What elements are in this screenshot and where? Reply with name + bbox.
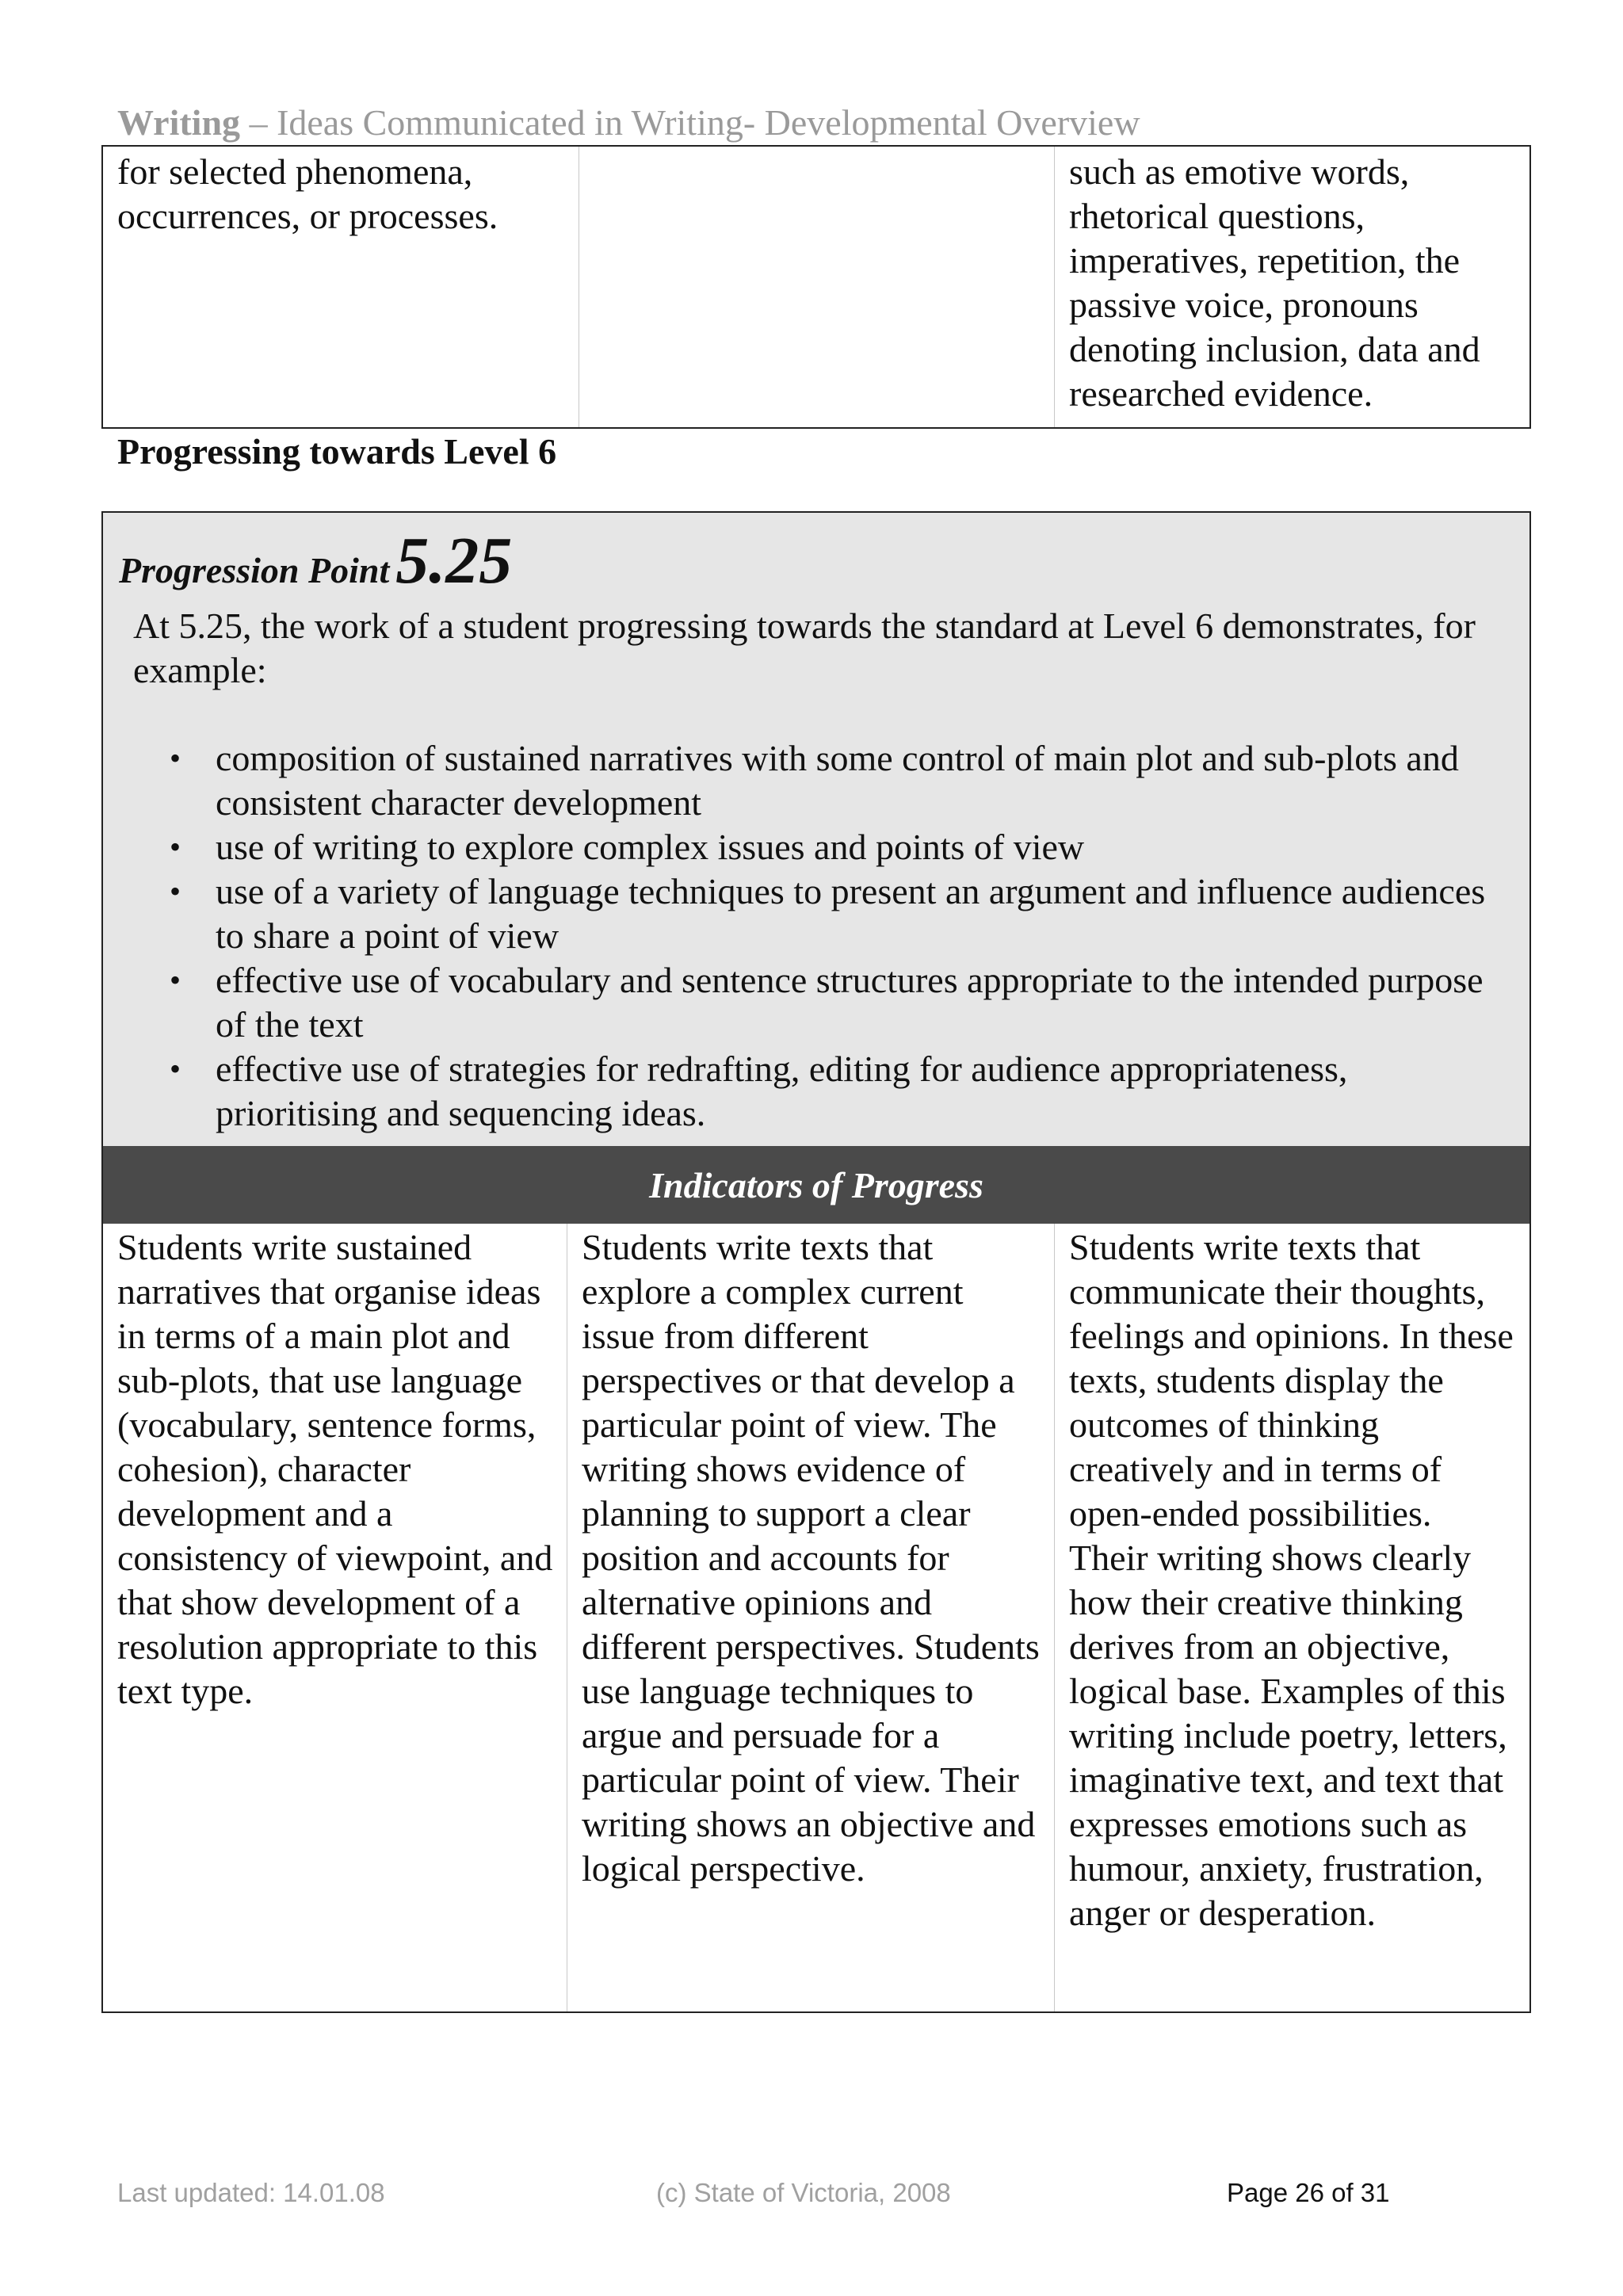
progression-point-number: 5.25 [395,524,513,598]
progression-bullet: • use of writing to explore complex issues and points of view [133,825,1496,869]
progression-intro: At 5.25, the work of a student progressing towards the standard at Level 6 demonstrates, for example: [133,606,1476,690]
progression-point-box [101,511,1531,2013]
page-header [117,101,1140,143]
indicator-cell-2: Students write texts that explore a complex current issue from different perspectives or that develop a particular point of view. The writing shows evidence of planning to support a clear position and accounts for alternative opinions and different perspectives. Students use language techniques to argue and persuade for a particular point of view. Their writing shows an objective and logical perspective. [567,1224,1054,2011]
header-title: – Ideas Communicated in Writing- Developmental Overview [240,102,1140,143]
continuation-table [101,145,1531,429]
progression-bullet: • effective use of vocabulary and sentence structures appropriate to the intended purpose of the text [133,958,1496,1047]
progression-point-title [119,522,512,599]
progression-bullet: • composition of sustained narratives with some control of main plot and sub-plots and consistent character development [133,736,1496,825]
continuation-cell-3: such as emotive words, rhetorical questions, imperatives, repetition, the passive voice, pronouns denoting inclusion, data and researched evidence. [1054,147,1529,427]
continuation-cell-1: for selected phenomena, occurrences, or processes. [117,151,498,236]
indicators-table [103,1224,1529,2011]
progression-bullet: • effective use of strategies for redrafting, editing for audience appropriateness, prioritising and sequencing ideas. [133,1047,1496,1136]
indicators-heading: Indicators of Progress [103,1146,1529,1224]
progression-summary [103,513,1529,1146]
progression-bullet: • use of a variety of language techniques to present an argument and influence audiences to share a point of view [133,869,1496,958]
footer-copyright: (c) State of Victoria, 2008 [656,2178,951,2207]
header-subject: Writing [117,102,241,143]
progression-bullet-list [133,736,1496,1136]
indicator-cell-1: Students write sustained narratives that organise ideas in terms of a main plot and sub-plots, that use language (vocabulary, sentence forms, cohesion), character development and a consistency of viewpoint, and that show development of a resolution appropriate to this text type. [117,1227,553,1711]
footer-last-updated: Last updated: 14.01.08 [117,2178,385,2207]
continuation-cell-2 [579,147,1054,427]
indicator-cell-3: Students write texts that communicate their thoughts, feelings and opinions. In these texts, students display the outcomes of thinking creatively and in terms of open-ended possibilities. Their writing shows clearly how their creative thinking derives from an objective, logical base. Examples of this writing include poetry, letters, imaginative text, and text that expresses emotions such as humour, anxiety, frustration, anger or desperation. [1054,1224,1529,2011]
level-subheading: Progressing towards Level 6 [117,431,557,472]
footer-page-number: Page 26 of 31 [1227,2178,1390,2207]
progression-point-label: Progression Point [119,550,390,590]
